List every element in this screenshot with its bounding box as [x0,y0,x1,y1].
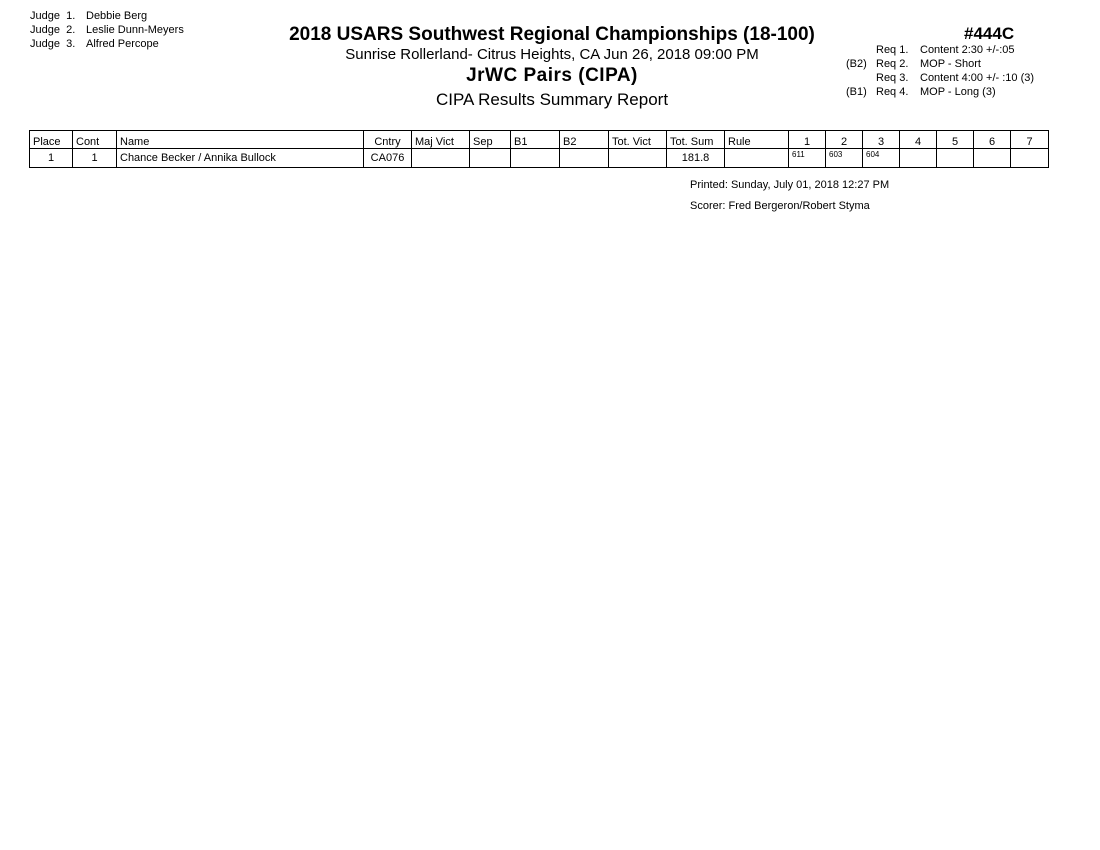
requirement-label: Req 1. [876,44,909,56]
column-header-rule: Rule [725,131,789,149]
report-header [260,24,844,111]
column-header-cont: Cont [73,131,117,149]
column-header-name: Name [117,131,364,149]
judges-list [30,9,184,51]
column-header-cntry: Cntry [364,131,412,149]
judge-name: Debbie Berg [86,10,148,22]
judge-name: Leslie Dunn-Meyers [86,24,184,36]
column-header-tot-sum: Tot. Sum [667,131,725,149]
cell-judge-6 [974,149,1011,168]
requirement-text: MOP - Long (3) [920,86,996,98]
cell-b1 [511,149,560,168]
event-title: 2018 USARS Southwest Regional Championships (18-100) [289,24,815,45]
cell-judge-4 [900,149,937,168]
requirement-text: Content 2:30 +/-:05 [920,44,1015,56]
column-header-judge-3: 3 [863,131,900,149]
cell-rule [725,149,789,168]
cell-cont: 1 [73,149,117,168]
cell-place: 1 [30,149,73,168]
scorer-credit: Scorer: Fred Bergeron/Robert Styma [690,200,870,212]
column-header-judge-4: 4 [900,131,937,149]
column-header-judge-2: 2 [826,131,863,149]
requirement-text: Content 4:00 +/- :10 (3) [920,72,1035,84]
cell-cntry: CA076 [364,149,412,168]
requirement-row [846,85,1034,99]
column-header-sep: Sep [470,131,511,149]
cell-judge-1: 611 [789,149,826,168]
column-header-b1: B1 [511,131,560,149]
cell-judge-3: 604 [863,149,900,168]
event-name: JrWC Pairs (CIPA) [466,65,638,86]
cell-judge-2: 603 [826,149,863,168]
judge-label: Judge 2. [30,24,76,36]
requirement-row [846,57,1034,71]
cell-b2 [560,149,609,168]
cell-name: Chance Becker / Annika Bullock [117,149,364,168]
judge-label: Judge 1. [30,10,76,22]
column-header-judge-1: 1 [789,131,826,149]
column-header-judge-7: 7 [1011,131,1049,149]
table-header-row [30,131,1049,149]
requirement-label: Req 4. [876,86,909,98]
requirement-row [846,71,1034,85]
cell-maj-vict [412,149,470,168]
cell-judge-7 [1011,149,1049,168]
event-number: #444C [964,24,1015,43]
column-header-b2: B2 [560,131,609,149]
requirement-text: MOP - Short [920,58,981,70]
requirement-label: Req 2. [876,58,909,70]
cell-judge-5 [937,149,974,168]
report-footer [690,175,889,217]
requirement-tag: (B1) [846,86,867,98]
judge-row [30,23,184,37]
column-header-judge-6: 6 [974,131,1011,149]
requirements-list [846,43,1034,99]
printed-timestamp: Printed: Sunday, July 01, 2018 12:27 PM [690,179,890,191]
judge-row [30,9,184,23]
event-subtitle: Sunrise Rollerland- Citrus Heights, CA Jun 26, 2018 09:00 PM [345,46,759,63]
requirement-row [846,43,1034,57]
judge-name: Alfred Percope [86,38,159,50]
column-header-tot-vict: Tot. Vict [609,131,667,149]
column-header-judge-5: 5 [937,131,974,149]
column-header-place: Place [30,131,73,149]
results-table [29,130,1049,168]
judge-label: Judge 3. [30,38,76,50]
table-row [30,149,1049,168]
cell-tot-vict [609,149,667,168]
judge-row [30,37,184,51]
column-header-maj-vict: Maj Vict [412,131,470,149]
cell-tot-sum: 181.8 [667,149,725,168]
cell-sep [470,149,511,168]
report-name: CIPA Results Summary Report [435,90,669,109]
requirement-label: Req 3. [876,72,909,84]
requirement-tag: (B2) [846,58,867,70]
